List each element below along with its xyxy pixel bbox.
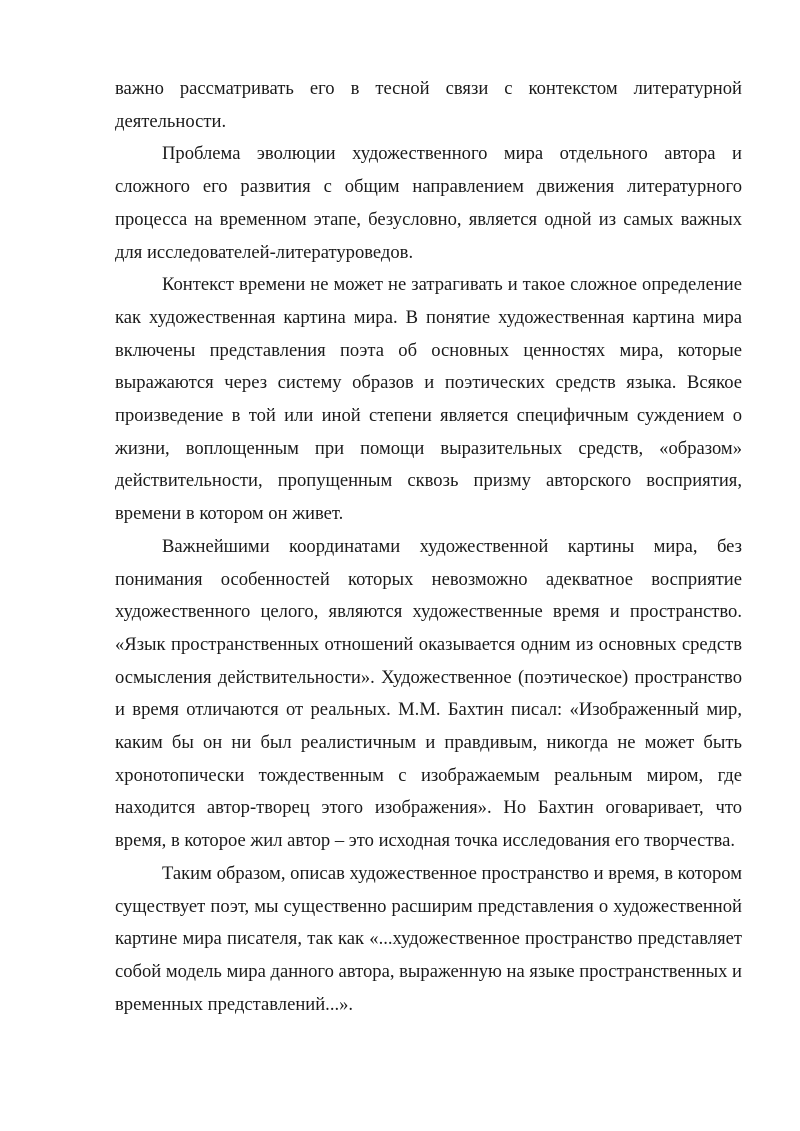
paragraph-context: Контекст времени не может не затрагивать и такое сложное определение как художественная картина мира. В понятие художественная картина мира включены представления поэта об основных ценностях мира, которые выражаются через систему образов и поэтических средств языка. Всякое произведение в той или иной степени является специфичным суждением о жизни, воплощенным при помощи выразительных средств, «образом» действительности, пропущенным сквозь призму авторского восприятия, времени в котором он живет. (115, 274, 742, 525)
paragraph-continuation: важно рассматривать его в тесной связи с контекстом литературной деятельности. (115, 78, 742, 132)
body-text (115, 73, 742, 1021)
paragraph-coordinates: Важнейшими координатами художественной картины мира, без понимания особенностей которых невозможно адекватное восприятие художественного целого, являются художественные время и пространство. «Язык пространственных отношений оказывается одним из основных средств осмысления действительности». Художественное (поэтическое) пространство и время отличаются от реальных. М.М. Бахтин писал: «Изображенный мир, каким бы он ни был реалистичным и правдивым, никогда не может быть хронотопически тождественным с изображаемым реальным миром, где находится автор-творец этого изображения». Но Бахтин оговаривает, что время, в которое жил автор – это исходная точка исследования его творчества. (115, 535, 742, 852)
paragraph-evolution: Проблема эволюции художественного мира отдельного автора и сложного его развития с общим направлением движения литературного процесса на временном этапе, безусловно, является одной из самых важных для исследователей-литературоведов. (115, 143, 742, 263)
paragraph-conclusion: Таким образом, описав художественное пространство и время, в котором существует поэт, мы существенно расширим представления о художественной картине мира писателя, так как «...художественное пространство представляет собой модель мира данного автора, выраженную на языке пространственных и временных представлений...». (115, 862, 742, 1015)
